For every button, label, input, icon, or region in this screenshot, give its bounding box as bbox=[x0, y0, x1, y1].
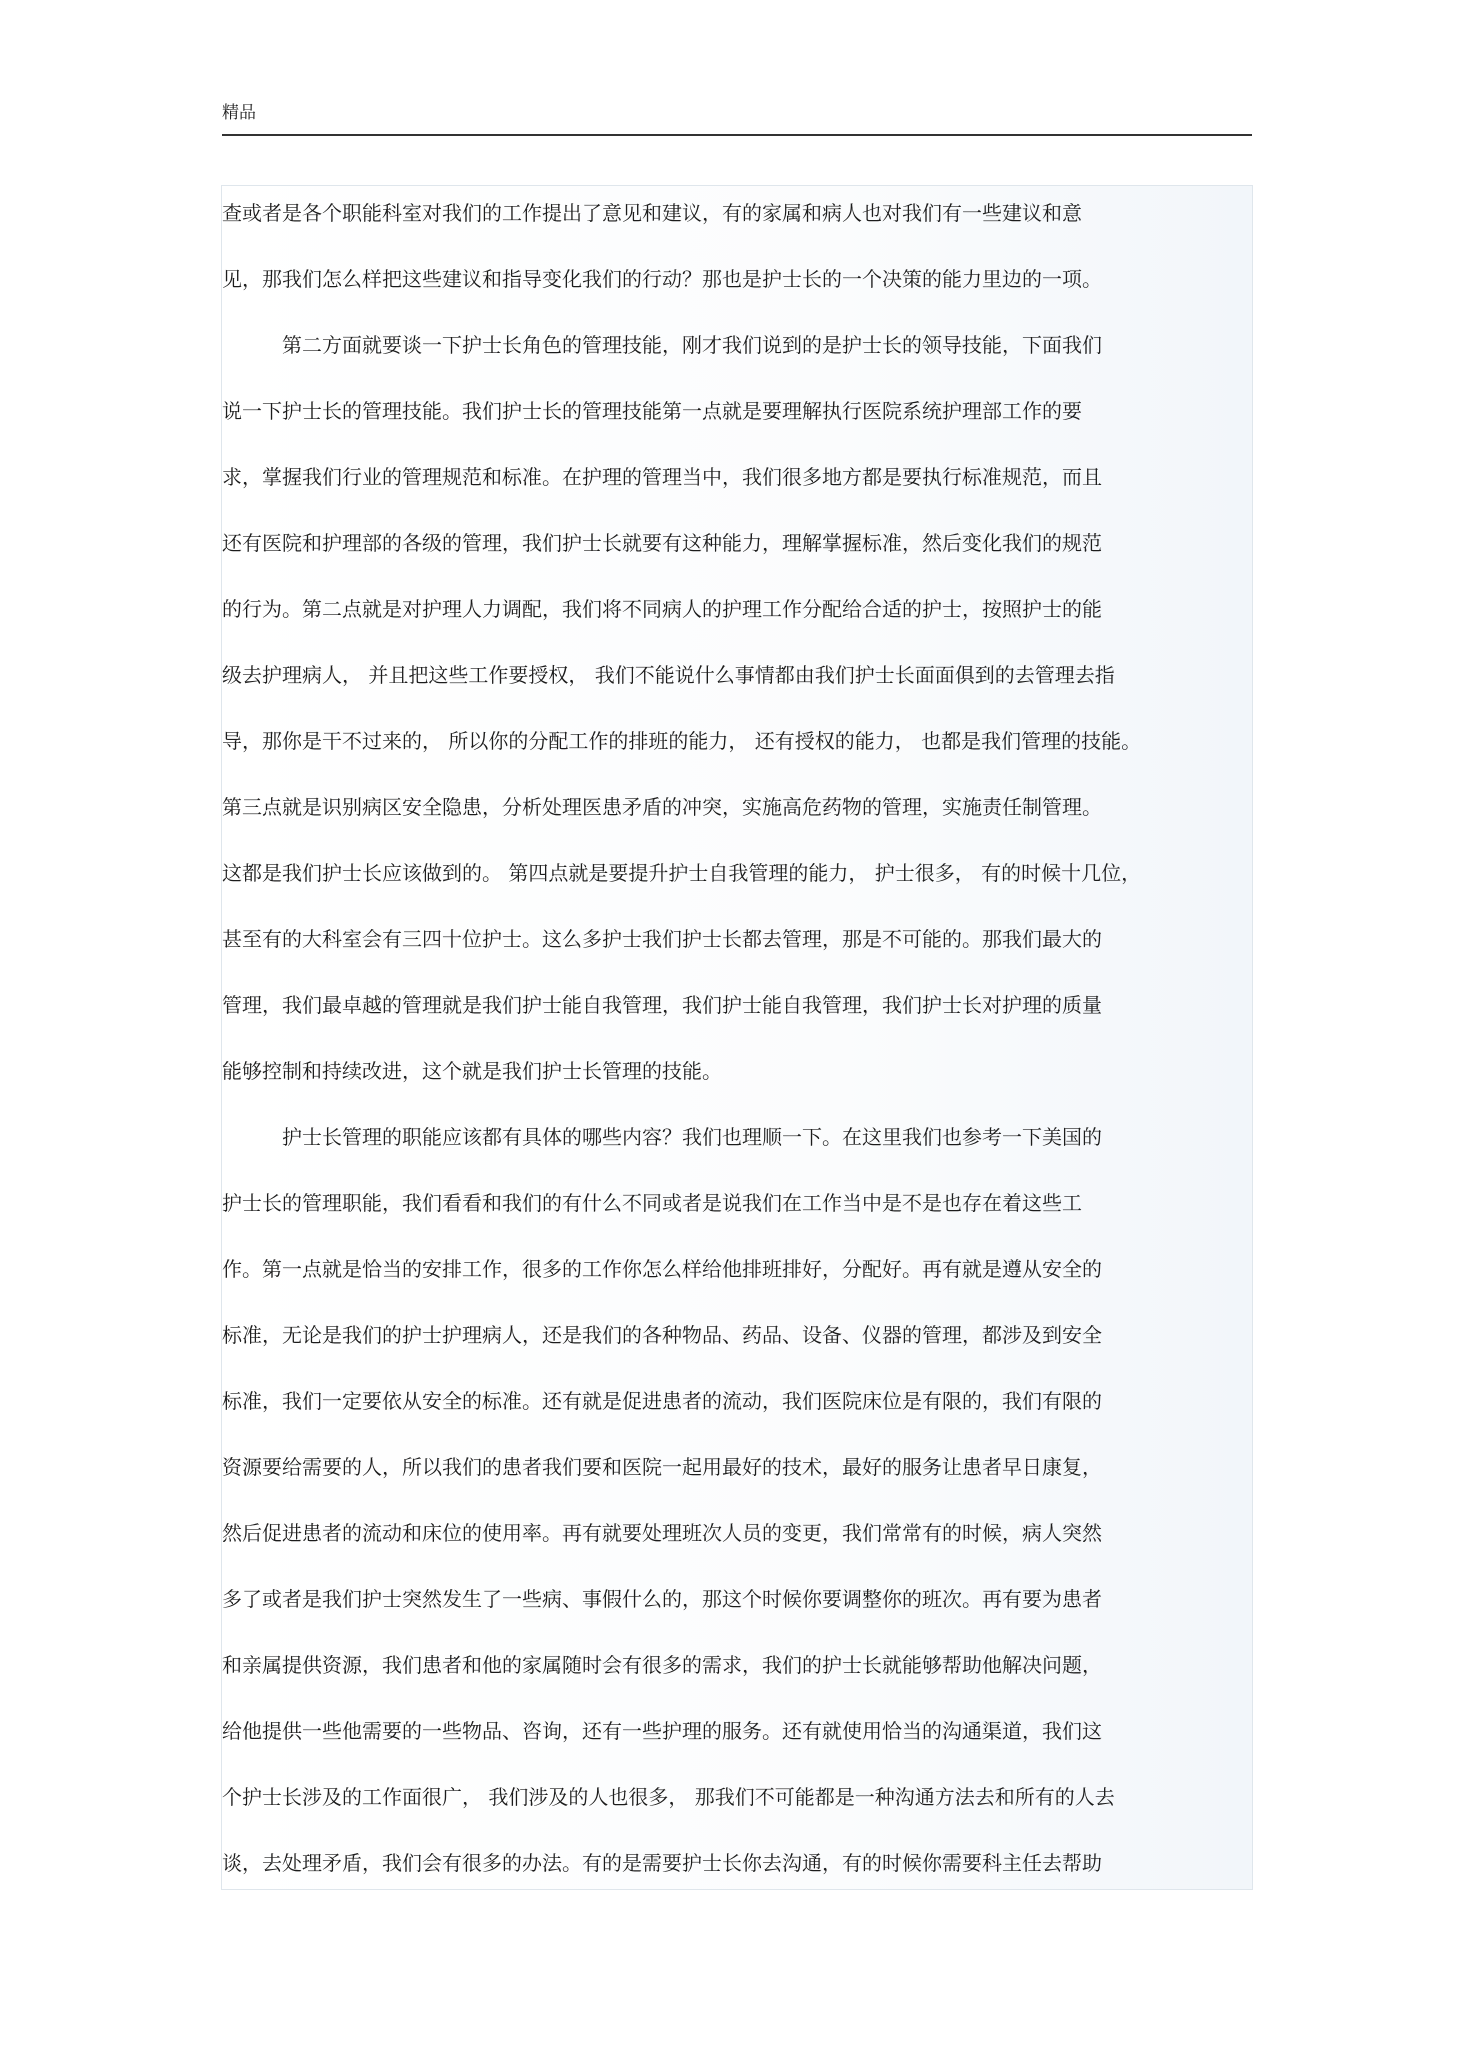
text-line: 标准，无论是我们的护士护理病人，还是我们的各种物品、药品、设备、仪器的管理，都涉及到安全 bbox=[222, 1323, 1102, 1347]
text-line: 的行为。第二点就是对护理人力调配，我们将不同病人的护理工作分配给合适的护士，按照护士的能 bbox=[222, 597, 1102, 621]
page-header-label: 精品 bbox=[222, 103, 256, 123]
text-line: 还有医院和护理部的各级的管理，我们护士长就要有这种能力，理解掌握标准，然后变化我们的规范 bbox=[222, 531, 1102, 555]
text-line: 能够控制和持续改进，这个就是我们护士长管理的技能。 bbox=[222, 1059, 722, 1083]
text-line: 甚至有的大科室会有三四十位护士。这么多护士我们护士长都去管理，那是不可能的。那我们最大的 bbox=[222, 927, 1102, 951]
text-line: 和亲属提供资源，我们患者和他的家属随时会有很多的需求，我们的护士长就能够帮助他解决问题， bbox=[222, 1653, 1102, 1677]
text-line: 第二方面就要谈一下护士长角色的管理技能，刚才我们说到的是护士长的领导技能，下面我们 bbox=[282, 333, 1102, 357]
text-line: 查或者是各个职能科室对我们的工作提出了意见和建议，有的家属和病人也对我们有一些建议和意 bbox=[222, 201, 1082, 225]
text-line: 个护士长涉及的工作面很广， 我们涉及的人也很多， 那我们不可能都是一种沟通方法去和所有的人去 bbox=[222, 1785, 1115, 1809]
text-line: 给他提供一些他需要的一些物品、咨询，还有一些护理的服务。还有就使用恰当的沟通渠道，我们这 bbox=[222, 1719, 1102, 1743]
text-line: 这都是我们护士长应该做到的。 第四点就是要提升护士自我管理的能力， 护士很多， 有的时候十几位， bbox=[222, 861, 1142, 885]
text-line: 见，那我们怎么样把这些建议和指导变化我们的行动？那也是护士长的一个决策的能力里边的一项。 bbox=[222, 267, 1102, 291]
text-line: 求，掌握我们行业的管理规范和标准。在护理的管理当中，我们很多地方都是要执行标准规范，而且 bbox=[222, 465, 1102, 489]
text-line: 谈，去处理矛盾，我们会有很多的办法。有的是需要护士长你去沟通，有的时候你需要科主任去帮助 bbox=[222, 1851, 1102, 1875]
text-line: 然后促进患者的流动和床位的使用率。再有就要处理班次人员的变更，我们常常有的时候，病人突然 bbox=[222, 1521, 1102, 1545]
text-line: 资源要给需要的人，所以我们的患者我们要和医院一起用最好的技术，最好的服务让患者早日康复， bbox=[222, 1455, 1102, 1479]
text-line: 多了或者是我们护士突然发生了一些病、事假什么的，那这个时候你要调整你的班次。再有要为患者 bbox=[222, 1587, 1102, 1611]
body-text bbox=[222, 190, 1252, 1906]
text-line: 管理，我们最卓越的管理就是我们护士能自我管理，我们护士能自我管理，我们护士长对护理的质量 bbox=[222, 993, 1102, 1017]
header-divider bbox=[222, 134, 1252, 136]
text-line: 第三点就是识别病区安全隐患，分析处理医患矛盾的冲突，实施高危药物的管理，实施责任制管理。 bbox=[222, 795, 1102, 819]
text-line: 护士长的管理职能，我们看看和我们的有什么不同或者是说我们在工作当中是不是也存在着这些工 bbox=[222, 1191, 1082, 1215]
text-line: 说一下护士长的管理技能。我们护士长的管理技能第一点就是要理解执行医院系统护理部工作的要 bbox=[222, 399, 1082, 423]
text-line: 导，那你是干不过来的， 所以你的分配工作的排班的能力， 还有授权的能力， 也都是我们管理的技能。 bbox=[222, 729, 1142, 753]
text-line: 级去护理病人， 并且把这些工作要授权， 我们不能说什么事情都由我们护士长面面俱到的去管理去指 bbox=[222, 663, 1115, 687]
text-line: 作。第一点就是恰当的安排工作，很多的工作你怎么样给他排班排好，分配好。再有就是遵从安全的 bbox=[222, 1257, 1102, 1281]
text-line: 标准，我们一定要依从安全的标准。还有就是促进患者的流动，我们医院床位是有限的，我们有限的 bbox=[222, 1389, 1102, 1413]
text-line: 护士长管理的职能应该都有具体的哪些内容？我们也理顺一下。在这里我们也参考一下美国的 bbox=[282, 1125, 1102, 1149]
